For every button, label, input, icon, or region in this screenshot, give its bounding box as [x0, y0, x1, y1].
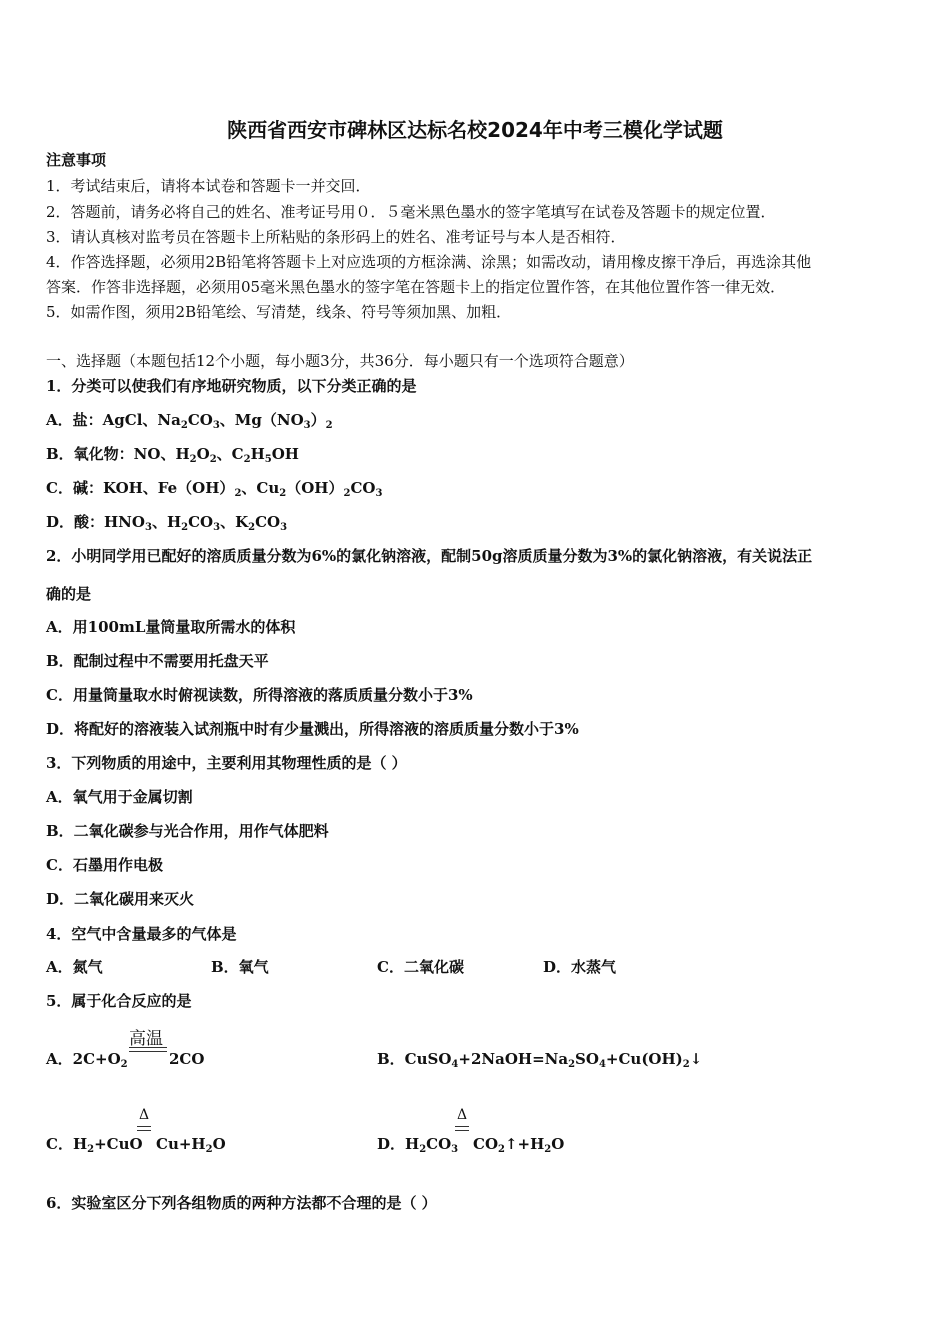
section-heading: 一、选择题（本题包括12个小题，每小题3分，共36分．每小题只有一个选项符合题意） — [46, 352, 634, 370]
q2-option-b: B．配制过程中不需要用托盘天平 — [46, 652, 269, 670]
q2-option-d: D．将配好的溶液装入试剂瓶中时有少量溅出，所得溶液的溶质质量分数小于3% — [46, 720, 579, 738]
question-2-stem: 2．小明同学用已配好的溶质质量分数为6%的氯化钠溶液，配制50g溶质质量分数为3%的氯化钠溶液，有关说法正 — [46, 547, 813, 565]
notice-item: 答案．作答非选择题，必须用05毫米黑色墨水的签字笔在答题卡上的指定位置作答，在其他位置作答一律无效． — [46, 278, 786, 296]
q3-option-d: D．二氧化碳用来灭火 — [46, 890, 195, 908]
q5-option-a: A．$2C+O_2$ — [46, 1050, 128, 1070]
notice-item: 2．答题前，请务必将自己的姓名、准考证号用０．５毫米黑色墨水的签字笔填写在试卷及答题卡的规定位置． — [46, 203, 776, 221]
q1-option-d: D．酸：$HNO_3$、$H_2CO_3$、$K_2CO_3$ — [46, 513, 288, 533]
question-2-stem-cont: 确的是 — [46, 585, 92, 603]
notice-heading: 注意事项 — [46, 151, 107, 169]
q1-option-a: A．盐：AgCl、$Na_2CO_3$、$Mg(NO_3)_2$ — [46, 411, 333, 431]
q5-option-b: B．$CuSO_4+2NaOH=Na_2SO_4+Cu(OH)_2↓$ — [377, 1050, 703, 1070]
question-3-stem: 3．下列物质的用途中，主要利用其物理性质的是（ ） — [46, 754, 407, 772]
q5-option-c-product: $Cu+H_2O$ — [156, 1135, 226, 1155]
q4-option-c: C．二氧化碳 — [377, 958, 464, 976]
q1-option-b: B．氧化物：NO、$H_2O_2$、$C_2H_5OH$ — [46, 445, 299, 465]
notice-item: 1．考试结束后，请将本试卷和答题卡一并交回． — [46, 177, 371, 195]
equals-sign — [455, 1126, 469, 1131]
reaction-condition-high-temp: 高温 — [129, 1029, 163, 1049]
q4-option-a: A．氮气 — [46, 958, 103, 976]
notice-item: 5．如需作图，须用2B铅笔绘、写清楚，线条、符号等须加黑、加粗． — [46, 303, 512, 321]
notice-item: 4．作答选择题，必须用2B铅笔将答题卡上对应选项的方框涂满、涂黑；如需改动，请用橡皮擦干净后，再选涂其他 — [46, 253, 812, 271]
q2-option-a: A．用100mL量筒量取所需水的体积 — [46, 618, 296, 636]
question-4-stem: 4．空气中含量最多的气体是 — [46, 925, 237, 943]
q1-option-c: C．碱：KOH、$Fe(OH)_2$、$Cu_2(OH)_2CO_3$ — [46, 479, 383, 499]
q4-option-d: D．水蒸气 — [543, 958, 617, 976]
equals-sign — [137, 1126, 151, 1131]
heat-symbol: Δ — [457, 1107, 468, 1123]
q5-option-d-product: $CO_2↑+H_2O$ — [473, 1135, 565, 1155]
notice-item: 3．请认真核对监考员在答题卡上所粘贴的条形码上的姓名、准考证号与本人是否相符． — [46, 228, 626, 246]
heat-symbol: Δ — [139, 1107, 150, 1123]
question-5-stem: 5．属于化合反应的是 — [46, 992, 192, 1010]
q3-option-b: B．二氧化碳参与光合作用，用作气体肥料 — [46, 822, 329, 840]
q5-option-a-product: 2CO — [169, 1050, 205, 1068]
question-6-stem: 6．实验室区分下列各组物质的两种方法都不合理的是（ ） — [46, 1194, 437, 1212]
q3-option-a: A．氧气用于金属切割 — [46, 788, 193, 806]
equals-sign — [129, 1047, 167, 1052]
q5-option-c: C．$H_2+CuO$ — [46, 1135, 143, 1155]
page-title: 陕西省西安市碑林区达标名校2024年中考三模化学试题 — [227, 118, 723, 142]
q5-option-d: D．$H_2CO_3$ — [377, 1135, 459, 1155]
q3-option-c: C．石墨用作电极 — [46, 856, 163, 874]
q2-option-c: C．用量筒量取水时俯视读数，所得溶液的落质质量分数小于3% — [46, 686, 473, 704]
q4-option-b: B．氧气 — [211, 958, 269, 976]
question-1-stem: 1．分类可以使我们有序地研究物质，以下分类正确的是 — [46, 377, 417, 395]
